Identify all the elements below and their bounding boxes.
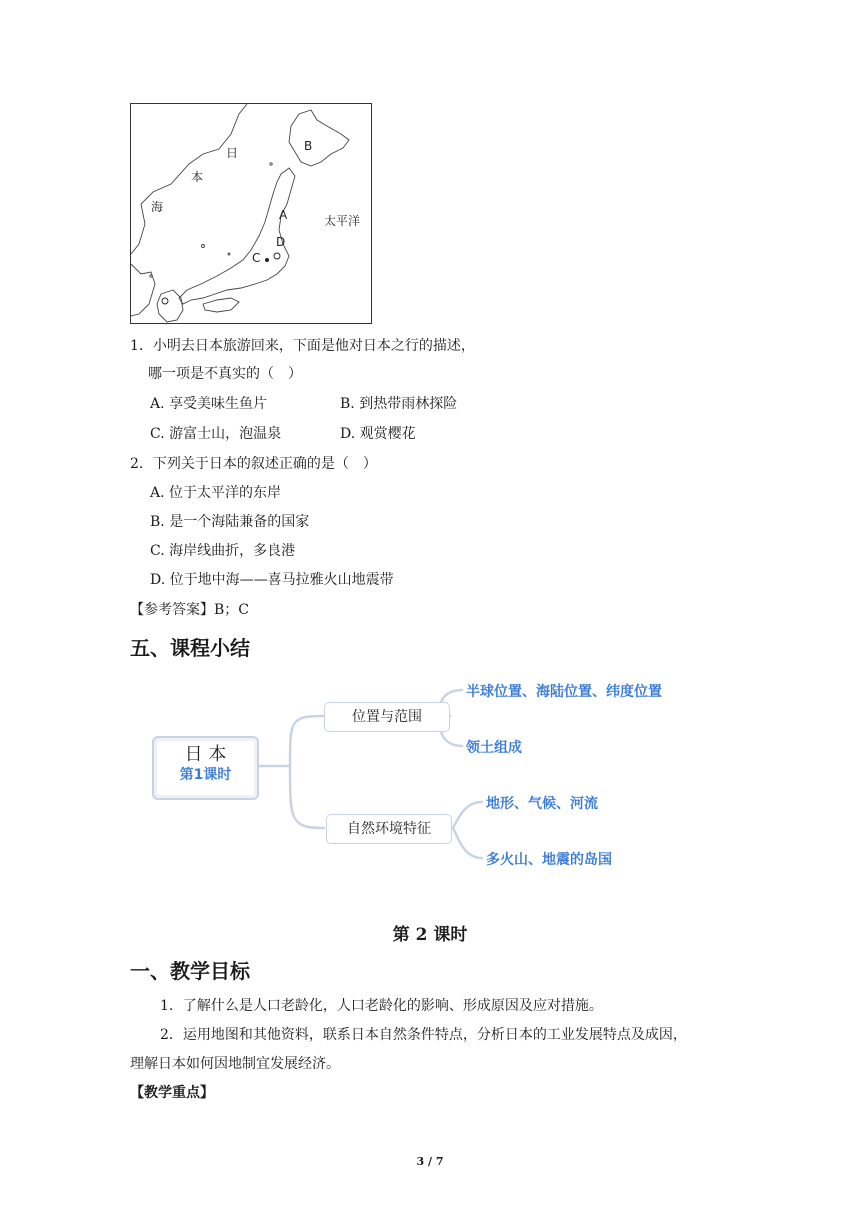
q2-option-c: C. 海岸线曲折，多良港 xyxy=(150,543,296,559)
map-label-c: C xyxy=(252,251,261,265)
page-number: 3 / 7 xyxy=(416,1155,444,1168)
map-label-a: A xyxy=(279,208,288,222)
mindmap-root-subtitle: 第1课时 xyxy=(179,767,232,783)
q1-stem-line1: 1．小明去日本旅游回来，下面是他对日本之行的描述， xyxy=(130,338,475,354)
map-label-hai: 海 xyxy=(151,200,164,214)
q1-option-b: B. 到热带雨林探险 xyxy=(340,396,458,412)
map-label-d: D xyxy=(276,235,286,249)
q1-option-a: A. 享受美味生鱼片 xyxy=(150,396,268,412)
goal-1: 1．了解什么是人口老龄化，人口老龄化的影响、形成原因及应对措施。 xyxy=(160,998,603,1014)
mindmap-root-title: 日 本 xyxy=(184,744,227,765)
map-label-b: B xyxy=(304,139,313,153)
q2-option-d: D. 位于地中海——喜马拉雅火山地震带 xyxy=(150,572,394,588)
mindmap-leaf-volcano: 多火山、地震的岛国 xyxy=(486,852,612,868)
q1-stem-line2: 哪一项是不真实的（ ） xyxy=(148,366,302,382)
q2-option-a: A. 位于太平洋的东岸 xyxy=(150,485,282,501)
answer-key: 【参考答案】B；C xyxy=(130,602,249,618)
map-label-ri: 日 xyxy=(226,146,239,160)
map-label-ben: 本 xyxy=(191,170,204,184)
q2-option-b: B. 是一个海陆兼备的国家 xyxy=(150,514,310,530)
q1-option-c: C. 游富士山，泡温泉 xyxy=(150,426,282,442)
mindmap-root xyxy=(152,736,259,800)
goal-2-line2: 理解日本如何因地制宜发展经济。 xyxy=(130,1056,340,1072)
summary-heading: 五、课程小结 xyxy=(130,636,250,660)
teaching-goals-heading: 一、教学目标 xyxy=(130,959,250,983)
map-label-pacific: 太平洋 xyxy=(324,214,361,228)
mindmap-leaf-territory: 领土组成 xyxy=(466,740,522,756)
key-points-heading: 【教学重点】 xyxy=(130,1085,214,1101)
q2-stem: 2．下列关于日本的叙述正确的是（ ） xyxy=(130,456,377,472)
q1-option-d: D. 观赏樱花 xyxy=(340,426,416,442)
mindmap-branch-environment: 自然环境特征 xyxy=(326,814,452,844)
lesson2-title: 第 2 课时 xyxy=(392,925,468,945)
mindmap-branch-location: 位置与范围 xyxy=(324,702,450,732)
mindmap-leaf-position: 半球位置、海陆位置、纬度位置 xyxy=(466,684,662,700)
goal-2-line1: 2．运用地图和其他资料，联系日本自然条件特点，分析日本的工业发展特点及成因， xyxy=(160,1027,687,1043)
mindmap-leaf-terrain: 地形、气候、河流 xyxy=(486,796,598,812)
